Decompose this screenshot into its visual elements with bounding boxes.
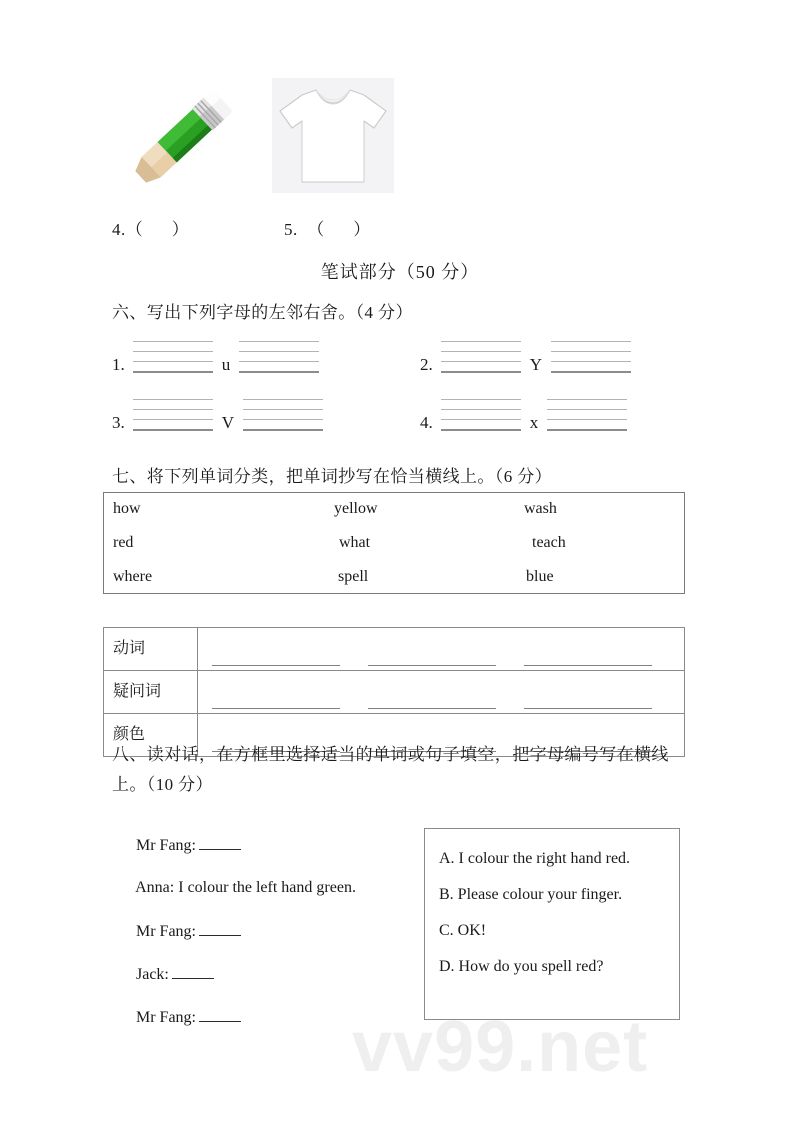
dialogue-answer-blank[interactable] — [172, 965, 214, 979]
staff-item-3-blank-right[interactable] — [243, 398, 323, 432]
dialogue-speaker: Jack: — [136, 966, 169, 983]
staff-item-4 — [420, 398, 627, 432]
tshirt-image — [272, 78, 394, 193]
dialogue-line-2 — [112, 861, 412, 904]
word-bank-word: wash — [524, 500, 557, 517]
pencil-icon — [112, 78, 240, 210]
table-row — [104, 628, 685, 671]
category-answer-cell-question-word[interactable] — [198, 671, 685, 714]
staff-item-4-letter: x — [529, 413, 539, 432]
dialogue-answer-blank[interactable] — [199, 1008, 241, 1022]
staff-item-2-blank-left[interactable] — [441, 340, 521, 374]
category-label-colour: 颜色 — [104, 714, 198, 757]
category-answer-cell-verb[interactable] — [198, 628, 685, 671]
pencil-image — [112, 78, 240, 210]
answer-blanks — [198, 677, 684, 713]
word-bank-box — [103, 492, 685, 594]
dialogue-list — [112, 818, 412, 1033]
dialogue-answer-blank[interactable] — [199, 922, 241, 936]
table-row — [104, 671, 685, 714]
staff-item-1-number: 1. — [112, 355, 125, 374]
option-a[interactable]: A. I colour the right hand red. — [439, 850, 631, 867]
dialogue-speaker: Mr Fang: — [136, 837, 196, 854]
word-bank-word: how — [113, 500, 141, 517]
category-label-verb: 动词 — [104, 628, 198, 671]
site-watermark: vv99.net — [352, 1007, 649, 1087]
staff-item-1 — [112, 340, 319, 374]
word-bank-row — [104, 493, 684, 527]
picture-caption-4[interactable]: 4.（ ） — [112, 220, 190, 239]
word-bank-word: where — [113, 568, 153, 585]
staff-item-2-blank-right[interactable] — [551, 340, 631, 374]
category-label-question-word: 疑问词 — [104, 671, 198, 714]
word-bank-word: yellow — [334, 500, 378, 517]
staff-item-4-blank-right[interactable] — [547, 398, 627, 432]
staff-item-2-letter: Y — [529, 355, 543, 374]
staff-item-3-letter: V — [221, 413, 235, 432]
dialogue-text: I colour the left hand green. — [178, 879, 356, 896]
staff-item-2 — [420, 340, 631, 374]
word-bank-row — [104, 561, 684, 595]
tshirt-icon — [272, 78, 394, 193]
dialogue-speaker: Mr Fang: — [136, 1009, 196, 1026]
dialogue-speaker: Mr Fang: — [136, 923, 196, 940]
word-bank-word: red — [113, 534, 134, 551]
dialogue-line-1 — [112, 818, 412, 861]
dialogue-speaker: Anna: — [135, 879, 175, 896]
picture-row — [112, 78, 672, 213]
staff-item-4-number: 4. — [420, 413, 433, 432]
word-bank-word: spell — [338, 568, 369, 585]
word-bank-row — [104, 527, 684, 561]
part-title: 笔试部分（50 分） — [320, 262, 480, 282]
dialogue-line-4 — [112, 947, 412, 990]
word-bank-word: what — [339, 534, 371, 551]
answer-blanks — [198, 634, 684, 670]
picture-caption-5[interactable]: 5. （ ） — [284, 220, 371, 239]
option-b[interactable]: B. Please colour your finger. — [439, 886, 623, 903]
staff-item-3-blank-left[interactable] — [133, 398, 213, 432]
staff-item-1-letter: u — [221, 355, 231, 374]
section-seven-heading: 七、将下列单词分类，把单词抄写在恰当横线上。（6 分） — [112, 467, 553, 486]
section-eight-heading: 八、读对话，在方框里选择适当的单词或句子填空，把字母编号写在横线上。（10 分） — [112, 745, 669, 794]
classification-table — [103, 627, 685, 757]
word-bank-word: teach — [532, 534, 566, 551]
picture-caption-row — [112, 215, 672, 243]
staff-item-4-blank-left[interactable] — [441, 398, 521, 432]
staff-item-2-number: 2. — [420, 355, 433, 374]
option-c[interactable]: C. OK! — [439, 922, 487, 939]
staff-item-3 — [112, 398, 323, 432]
options-box — [424, 828, 680, 1020]
letter-neighbours-exercise — [112, 340, 692, 452]
option-d[interactable]: D. How do you spell red? — [439, 958, 604, 975]
dialogue-answer-blank[interactable] — [199, 836, 241, 850]
staff-item-3-number: 3. — [112, 413, 125, 432]
word-bank-word: blue — [526, 568, 554, 585]
section-six-heading: 六、写出下列字母的左邻右舍。（4 分） — [112, 303, 413, 322]
staff-item-1-blank-left[interactable] — [133, 340, 213, 374]
dialogue-line-3 — [112, 904, 412, 947]
staff-item-1-blank-right[interactable] — [239, 340, 319, 374]
